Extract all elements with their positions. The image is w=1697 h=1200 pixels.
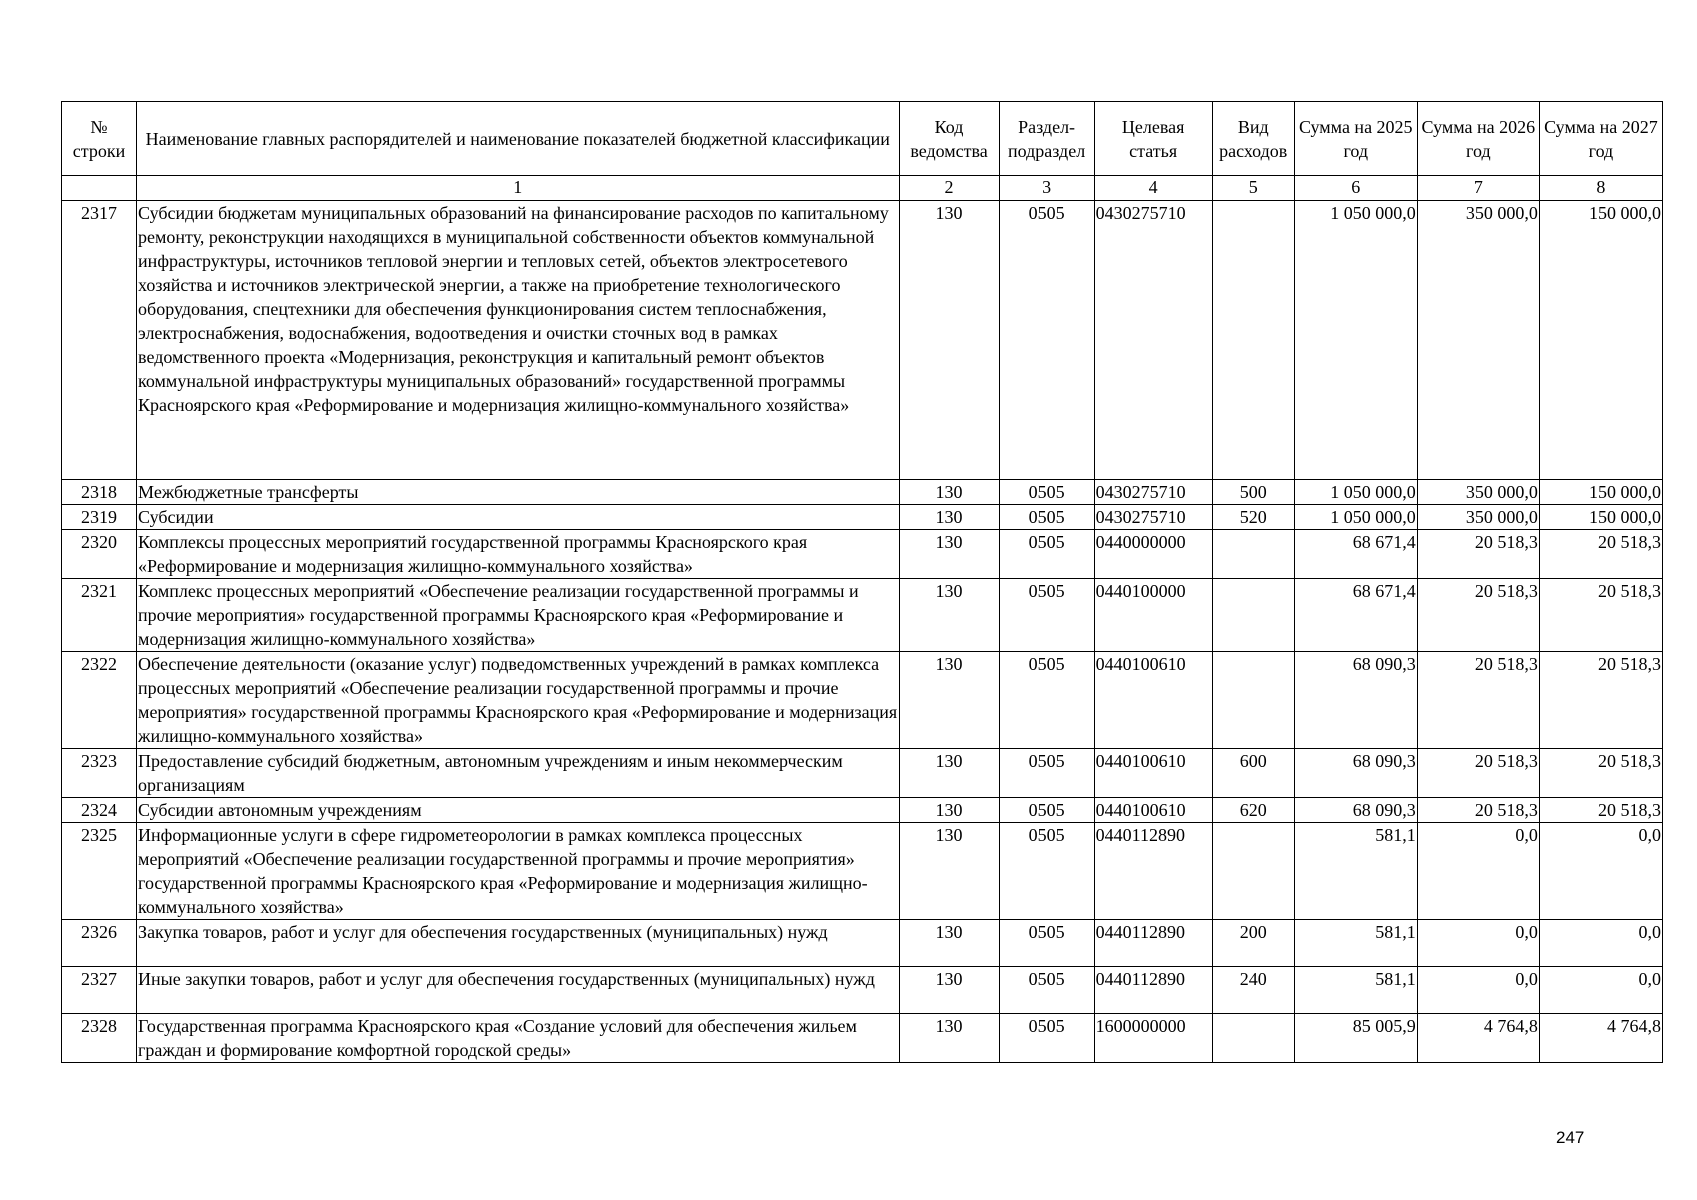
table-row	[62, 920, 1663, 967]
header-dept-code: Код ведомства	[899, 102, 999, 176]
row-dept-code: 130	[899, 967, 999, 1014]
row-section: 0505	[999, 505, 1094, 530]
row-section: 0505	[999, 1014, 1094, 1063]
row-exp-type	[1212, 1014, 1294, 1063]
table-row	[62, 530, 1663, 579]
row-number: 2319	[62, 505, 137, 530]
row-target: 0440000000	[1094, 530, 1212, 579]
row-number: 2320	[62, 530, 137, 579]
row-name: Комплексы процессных мероприятий государственной программы Красноярского края «Реформирование и модернизация жилищно-коммунального хозяйства»	[137, 530, 899, 579]
row-name: Иные закупки товаров, работ и услуг для обеспечения государственных (муниципальных) нужд	[137, 967, 899, 1014]
table-row	[62, 201, 1663, 480]
row-sum-2025: 1 050 000,0	[1294, 201, 1417, 480]
row-target: 1600000000	[1094, 1014, 1212, 1063]
column-number: 5	[1212, 176, 1294, 201]
row-exp-type	[1212, 579, 1294, 652]
row-target: 0440112890	[1094, 920, 1212, 967]
table-row	[62, 967, 1663, 1014]
header-sum-2027: Сумма на 2027 год	[1539, 102, 1662, 176]
table-row	[62, 505, 1663, 530]
header-section: Раздел-подраздел	[999, 102, 1094, 176]
row-exp-type	[1212, 823, 1294, 920]
row-sum-2025: 581,1	[1294, 920, 1417, 967]
row-exp-type: 620	[1212, 798, 1294, 823]
row-sum-2025: 1 050 000,0	[1294, 505, 1417, 530]
row-sum-2025: 1 050 000,0	[1294, 480, 1417, 505]
row-sum-2025: 68 671,4	[1294, 579, 1417, 652]
column-number-blank	[62, 176, 137, 201]
row-dept-code: 130	[899, 920, 999, 967]
row-sum-2027: 20 518,3	[1539, 749, 1662, 798]
row-exp-type	[1212, 530, 1294, 579]
budget-table	[61, 101, 1663, 1063]
row-number: 2317	[62, 201, 137, 480]
row-target: 0440100610	[1094, 652, 1212, 749]
row-name: Информационные услуги в сфере гидрометеорологии в рамках комплекса процессных мероприятий «Обеспечение реализации государственной программы и прочие мероприятия» государственной программы Красноярского края «Реформирование и модернизация жилищно-коммунального хозяйства»	[137, 823, 899, 920]
row-name: Обеспечение деятельности (оказание услуг) подведомственных учреждений в рамках комплекса процессных мероприятий «Обеспечение реализации государственной программы и прочие мероприятия» государственной программы Красноярского края «Реформирование и модернизация жилищно-коммунального хозяйства»	[137, 652, 899, 749]
column-number: 4	[1094, 176, 1212, 201]
table-row	[62, 798, 1663, 823]
row-section: 0505	[999, 920, 1094, 967]
row-sum-2025: 68 090,3	[1294, 749, 1417, 798]
table-row	[62, 823, 1663, 920]
header-row	[62, 102, 1663, 176]
row-dept-code: 130	[899, 1014, 999, 1063]
row-section: 0505	[999, 749, 1094, 798]
row-target: 0440100610	[1094, 749, 1212, 798]
row-dept-code: 130	[899, 749, 999, 798]
row-sum-2027: 150 000,0	[1539, 480, 1662, 505]
row-section: 0505	[999, 823, 1094, 920]
row-section: 0505	[999, 530, 1094, 579]
row-dept-code: 130	[899, 201, 999, 480]
row-name: Закупка товаров, работ и услуг для обеспечения государственных (муниципальных) нужд	[137, 920, 899, 967]
row-number: 2328	[62, 1014, 137, 1063]
row-section: 0505	[999, 967, 1094, 1014]
row-exp-type: 520	[1212, 505, 1294, 530]
header-row-no: № строки	[62, 102, 137, 176]
row-sum-2026: 350 000,0	[1417, 505, 1539, 530]
row-sum-2025: 68 090,3	[1294, 652, 1417, 749]
row-dept-code: 130	[899, 823, 999, 920]
table-header	[62, 102, 1663, 176]
row-name: Межбюджетные трансферты	[137, 480, 899, 505]
row-dept-code: 130	[899, 579, 999, 652]
row-number: 2322	[62, 652, 137, 749]
row-exp-type	[1212, 652, 1294, 749]
row-sum-2027: 20 518,3	[1539, 652, 1662, 749]
page-number: 247	[1556, 1128, 1585, 1147]
row-sum-2026: 20 518,3	[1417, 749, 1539, 798]
row-number: 2327	[62, 967, 137, 1014]
row-sum-2025: 85 005,9	[1294, 1014, 1417, 1063]
header-target: Целевая статья	[1094, 102, 1212, 176]
row-section: 0505	[999, 480, 1094, 505]
header-name: Наименование главных распорядителей и наименование показателей бюджетной классификации	[137, 102, 899, 176]
row-sum-2027: 0,0	[1539, 823, 1662, 920]
row-name: Комплекс процессных мероприятий «Обеспечение реализации государственной программы и прочие мероприятия» государственной программы Красноярского края «Реформирование и модернизация жилищно-коммунального хозяйства»	[137, 579, 899, 652]
row-number: 2325	[62, 823, 137, 920]
row-target: 0430275710	[1094, 480, 1212, 505]
row-sum-2025: 581,1	[1294, 823, 1417, 920]
row-sum-2027: 0,0	[1539, 967, 1662, 1014]
row-exp-type: 500	[1212, 480, 1294, 505]
row-sum-2027: 0,0	[1539, 920, 1662, 967]
row-name: Государственная программа Красноярского края «Создание условий для обеспечения жильем граждан и формирование комфортной городской среды»	[137, 1014, 899, 1063]
row-sum-2026: 20 518,3	[1417, 579, 1539, 652]
header-sum-2026: Сумма на 2026 год	[1417, 102, 1539, 176]
row-section: 0505	[999, 798, 1094, 823]
row-sum-2027: 20 518,3	[1539, 579, 1662, 652]
row-section: 0505	[999, 579, 1094, 652]
row-name: Субсидии	[137, 505, 899, 530]
row-section: 0505	[999, 652, 1094, 749]
column-number: 2	[899, 176, 999, 201]
column-number: 8	[1539, 176, 1662, 201]
table-row	[62, 749, 1663, 798]
column-number: 6	[1294, 176, 1417, 201]
row-exp-type: 240	[1212, 967, 1294, 1014]
row-sum-2025: 581,1	[1294, 967, 1417, 1014]
table-row	[62, 652, 1663, 749]
row-target: 0440112890	[1094, 967, 1212, 1014]
row-sum-2027: 20 518,3	[1539, 530, 1662, 579]
row-sum-2026: 0,0	[1417, 823, 1539, 920]
column-number: 1	[137, 176, 899, 201]
row-section: 0505	[999, 201, 1094, 480]
header-sum-2025: Сумма на 2025 год	[1294, 102, 1417, 176]
row-sum-2027: 4 764,8	[1539, 1014, 1662, 1063]
row-sum-2026: 20 518,3	[1417, 652, 1539, 749]
column-number: 7	[1417, 176, 1539, 201]
row-number: 2324	[62, 798, 137, 823]
row-dept-code: 130	[899, 505, 999, 530]
row-target: 0440100610	[1094, 798, 1212, 823]
table-row	[62, 1014, 1663, 1063]
row-name: Субсидии автономным учреждениям	[137, 798, 899, 823]
row-dept-code: 130	[899, 530, 999, 579]
row-name: Субсидии бюджетам муниципальных образований на финансирование расходов по капитальному ремонту, реконструкции находящихся в муниципальной собственности объектов коммунальной инфраструктуры, источников тепловой энергии и тепловых сетей, объектов электросетевого хозяйства и источников электрической энергии, а также на приобретение технологического оборудования, спецтехники для обеспечения функционирования систем теплоснабжения, электроснабжения, водоснабжения, водоотведения и очистки сточных вод в рамках ведомственного проекта «Модернизация, реконструкция и капитальный ремонт объектов коммунальной инфраструктуры муниципальных образований» государственной программы Красноярского края «Реформирование и модернизация жилищно-коммунального хозяйства»	[137, 201, 899, 480]
row-dept-code: 130	[899, 652, 999, 749]
row-exp-type	[1212, 201, 1294, 480]
row-sum-2027: 20 518,3	[1539, 798, 1662, 823]
row-sum-2026: 0,0	[1417, 967, 1539, 1014]
row-dept-code: 130	[899, 798, 999, 823]
row-number: 2323	[62, 749, 137, 798]
row-sum-2027: 150 000,0	[1539, 505, 1662, 530]
column-number-row	[62, 176, 1663, 201]
table-row	[62, 480, 1663, 505]
row-target: 0440100000	[1094, 579, 1212, 652]
row-number: 2318	[62, 480, 137, 505]
row-number: 2326	[62, 920, 137, 967]
row-sum-2026: 20 518,3	[1417, 798, 1539, 823]
row-sum-2025: 68 671,4	[1294, 530, 1417, 579]
row-target: 0430275710	[1094, 505, 1212, 530]
row-name: Предоставление субсидий бюджетным, автономным учреждениям и иным некоммерческим организациям	[137, 749, 899, 798]
row-exp-type: 200	[1212, 920, 1294, 967]
row-sum-2026: 350 000,0	[1417, 480, 1539, 505]
table-row	[62, 579, 1663, 652]
row-target: 0440112890	[1094, 823, 1212, 920]
row-sum-2025: 68 090,3	[1294, 798, 1417, 823]
row-target: 0430275710	[1094, 201, 1212, 480]
row-sum-2027: 150 000,0	[1539, 201, 1662, 480]
row-dept-code: 130	[899, 480, 999, 505]
table-body	[62, 176, 1663, 1063]
row-exp-type: 600	[1212, 749, 1294, 798]
row-sum-2026: 350 000,0	[1417, 201, 1539, 480]
header-exp-type: Вид расходов	[1212, 102, 1294, 176]
row-sum-2026: 4 764,8	[1417, 1014, 1539, 1063]
row-sum-2026: 0,0	[1417, 920, 1539, 967]
row-sum-2026: 20 518,3	[1417, 530, 1539, 579]
column-number: 3	[999, 176, 1094, 201]
row-number: 2321	[62, 579, 137, 652]
